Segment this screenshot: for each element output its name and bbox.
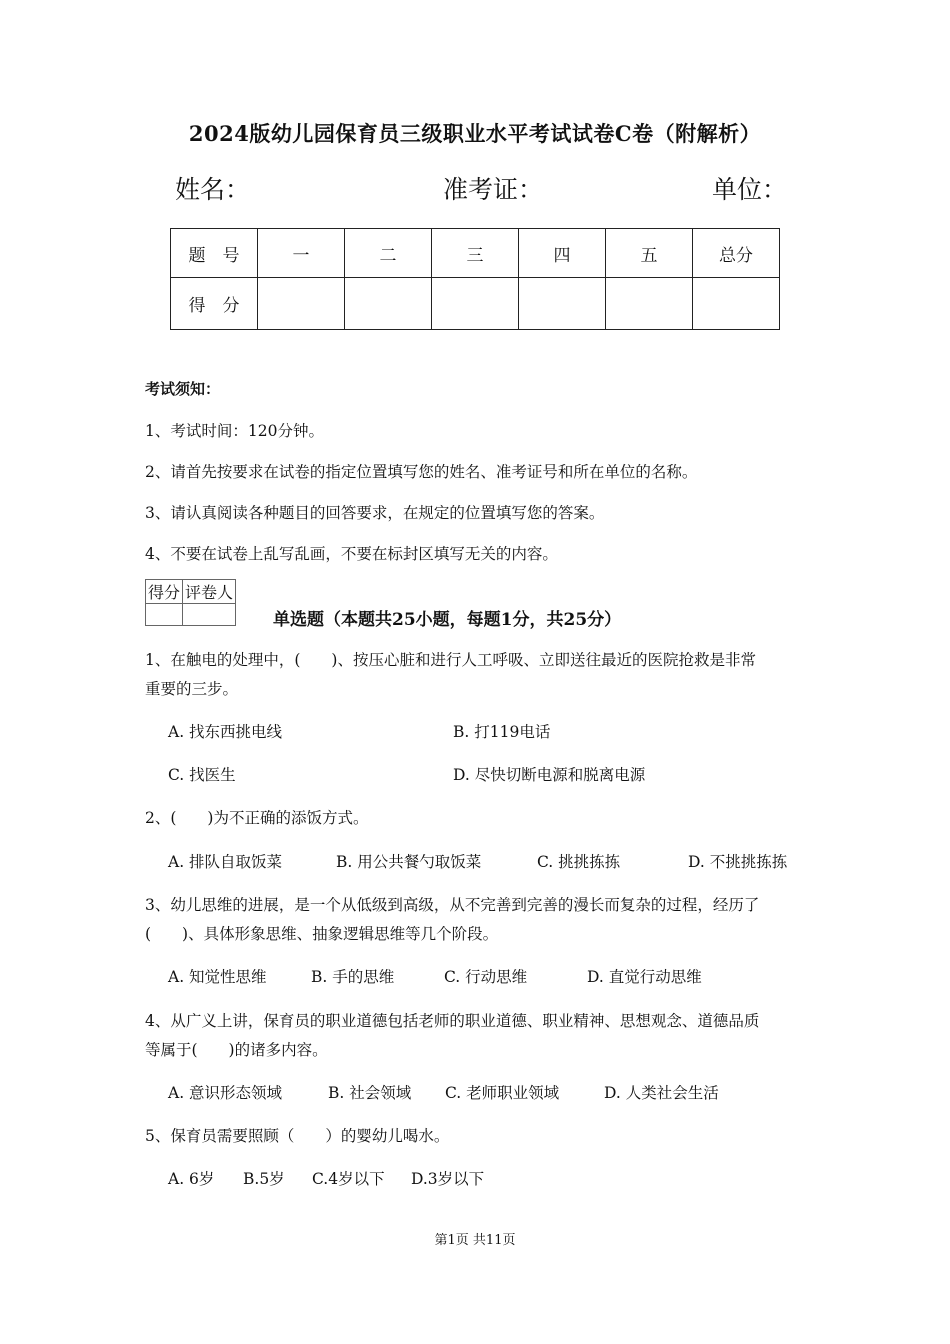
question-1-stem-cont: 重要的三步。 [145, 680, 239, 698]
score-table-score-row [171, 278, 780, 330]
notice-item: 2、请首先按要求在试卷的指定位置填写您的姓名、准考证号和所在单位的名称。 [145, 463, 698, 481]
score-cell[interactable] [345, 278, 432, 330]
question-3-stem-cont: ( )、具体形象思维、抽象逻辑思维等几个阶段。 [145, 925, 499, 943]
name-field-label: 姓名： [175, 175, 251, 204]
score-table-header-row [171, 229, 780, 278]
question-5-option-b[interactable]: B.5岁 [243, 1170, 285, 1188]
score-row-label: 得 分 [171, 278, 258, 330]
grader-reviewer-label: 评卷人 [183, 580, 236, 604]
page-footer: 第1页 共11页 [434, 1233, 516, 1248]
exam-title: 2024版幼儿园保育员三级职业水平考试试卷C卷（附解析） [188, 121, 762, 146]
question-5-stem: 5、保育员需要照顾（ ）的婴幼儿喝水。 [145, 1127, 450, 1145]
score-cell[interactable] [258, 278, 345, 330]
question-2-stem: 2、( )为不正确的添饭方式。 [145, 809, 369, 827]
score-header-cell: 五 [606, 229, 693, 278]
question-4-option-d[interactable]: D. 人类社会生活 [604, 1084, 719, 1102]
question-2-option-c[interactable]: C. 挑挑拣拣 [537, 853, 621, 871]
question-4-option-c[interactable]: C. 老师职业领域 [445, 1084, 560, 1102]
question-4-option-b[interactable]: B. 社会领域 [328, 1084, 412, 1102]
score-header-cell: 总分 [693, 229, 780, 278]
question-4-stem-cont: 等属于( )的诸多内容。 [145, 1041, 328, 1059]
question-5-option-a[interactable]: A. 6岁 [168, 1170, 215, 1188]
question-2-option-b[interactable]: B. 用公共餐勺取饭菜 [336, 853, 482, 871]
score-header-cell: 二 [345, 229, 432, 278]
grader-reviewer-cell[interactable] [183, 604, 236, 626]
exam-id-field-label: 准考证： [443, 175, 544, 204]
unit-field-label: 单位： [712, 175, 788, 204]
notice-item: 3、请认真阅读各种题目的回答要求，在规定的位置填写您的答案。 [145, 504, 605, 522]
notice-item: 4、不要在试卷上乱写乱画，不要在标封区填写无关的内容。 [145, 545, 558, 563]
question-4-option-a[interactable]: A. 意识形态领域 [168, 1084, 283, 1102]
question-1-option-b[interactable]: B. 打119电话 [453, 723, 551, 741]
question-1-option-a[interactable]: A. 找东西挑电线 [168, 723, 283, 741]
score-table [170, 228, 780, 330]
score-header-cell: 三 [432, 229, 519, 278]
question-3-stem: 3、幼儿思维的进展，是一个从低级到高级，从不完善到完善的漫长而复杂的过程，经历了 [145, 896, 760, 914]
score-cell[interactable] [606, 278, 693, 330]
score-header-cell: 四 [519, 229, 606, 278]
question-3-option-b[interactable]: B. 手的思维 [311, 968, 395, 986]
question-2-option-a[interactable]: A. 排队自取饭菜 [168, 853, 283, 871]
score-cell[interactable] [693, 278, 780, 330]
question-1-stem: 1、在触电的处理中，( )、按压心脏和进行人工呼吸、立即送往最近的医院抢救是非常 [145, 651, 756, 669]
notice-heading: 考试须知： [145, 380, 221, 398]
question-1-option-c[interactable]: C. 找医生 [168, 766, 236, 784]
notice-item: 1、考试时间：120分钟。 [145, 422, 324, 440]
question-2-option-d[interactable]: D. 不挑挑拣拣 [688, 853, 788, 871]
question-5-option-c[interactable]: C.4岁以下 [312, 1170, 385, 1188]
question-4-stem: 4、从广义上讲，保育员的职业道德包括老师的职业道德、职业精神、思想观念、道德品质 [145, 1012, 760, 1030]
grader-score-cell[interactable] [146, 604, 183, 626]
question-3-option-c[interactable]: C. 行动思维 [444, 968, 528, 986]
score-cell[interactable] [519, 278, 606, 330]
score-header-cell: 一 [258, 229, 345, 278]
grader-box [145, 579, 236, 626]
section-title: 单选题（本题共25小题，每题1分，共25分） [273, 610, 622, 630]
score-header-cell: 题 号 [171, 229, 258, 278]
question-1-option-d[interactable]: D. 尽快切断电源和脱离电源 [453, 766, 646, 784]
question-5-option-d[interactable]: D.3岁以下 [411, 1170, 485, 1188]
question-3-option-d[interactable]: D. 直觉行动思维 [587, 968, 702, 986]
grader-score-label: 得分 [146, 580, 183, 604]
score-cell[interactable] [432, 278, 519, 330]
question-3-option-a[interactable]: A. 知觉性思维 [168, 968, 267, 986]
